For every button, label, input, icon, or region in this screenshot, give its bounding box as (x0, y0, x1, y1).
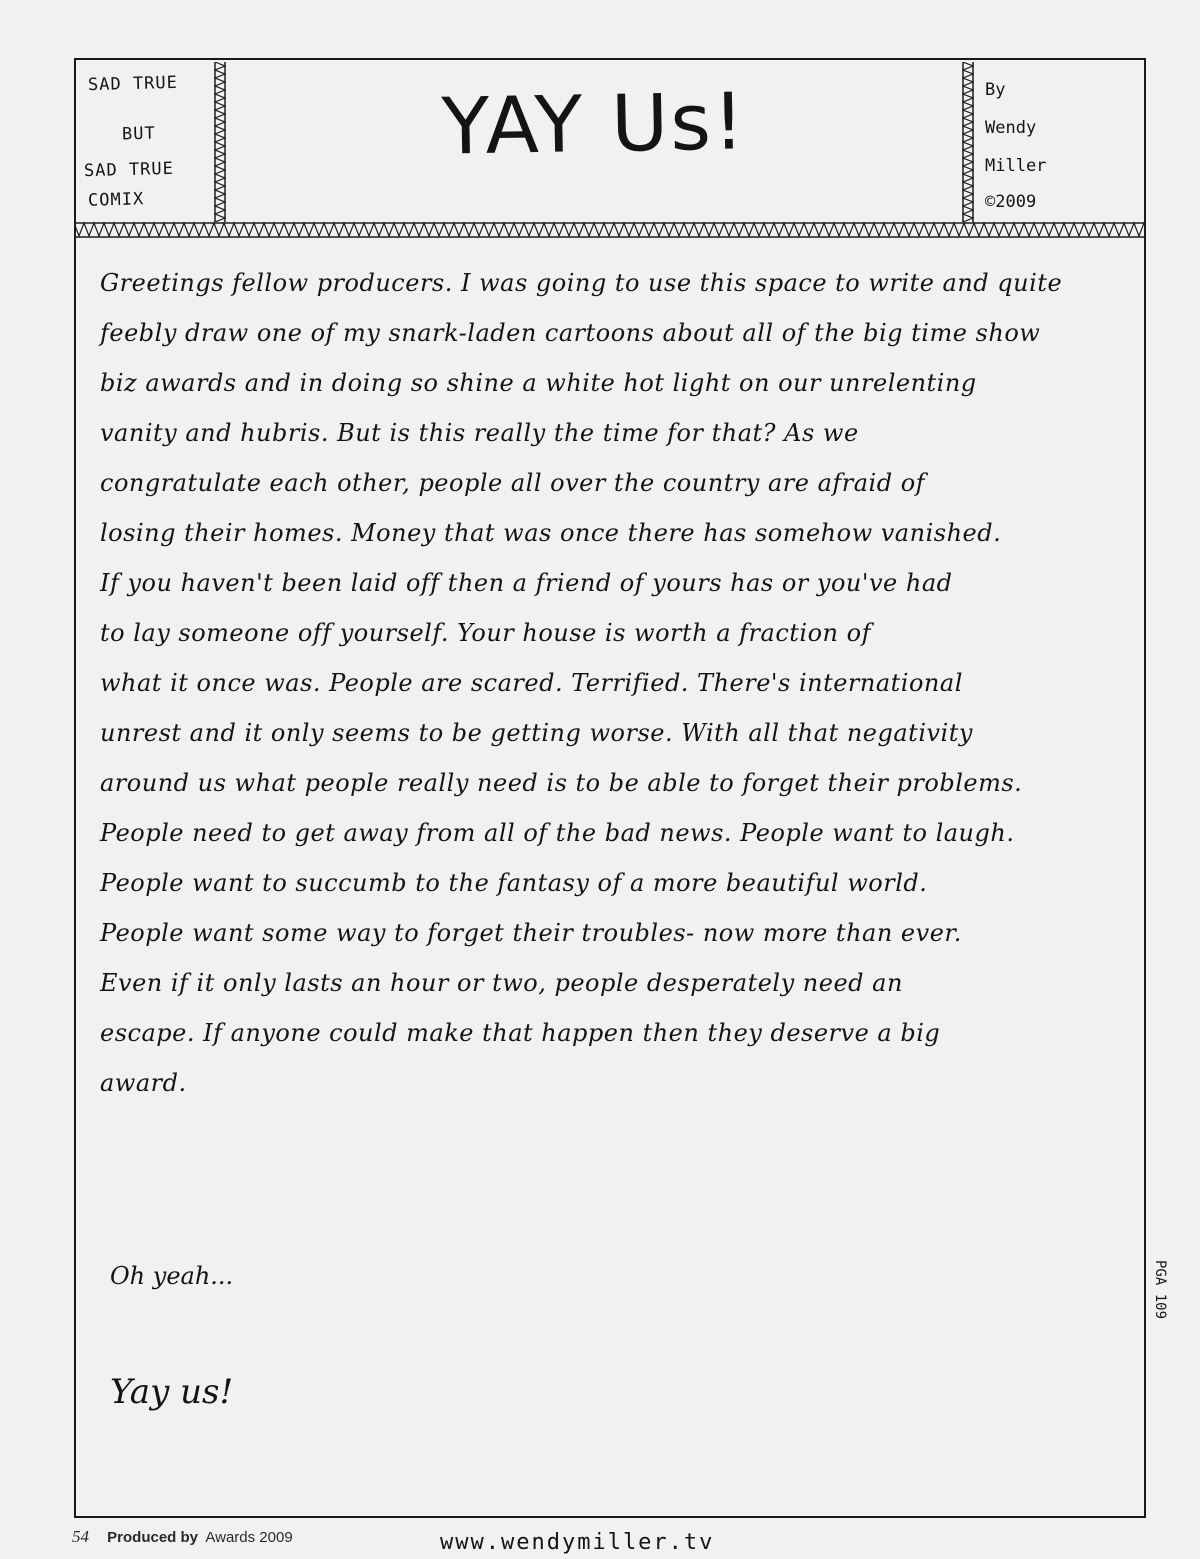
side-code (1150, 1260, 1170, 1360)
body-line: Even if it only lasts an hour or two, people desperately need an (100, 969, 903, 997)
signoff-oh-yeah: Oh yeah... (110, 1262, 234, 1290)
tag-line: SAD TRUE (83, 158, 175, 182)
tag-line: BUT (121, 123, 156, 145)
website-url[interactable]: www.wendymiller.tv (440, 1530, 715, 1555)
body-line: People want some way to forget their troubles- now more than ever. (100, 919, 962, 947)
body-line: award. (100, 1069, 187, 1097)
body-line: biz awards and in doing so shine a white hot light on our unrelenting (100, 369, 977, 397)
right-zigzag-divider (962, 62, 974, 222)
body-line: congratulate each other, people all over the country are afraid of (100, 469, 926, 497)
side-code-text: PGA 109 (1152, 1260, 1168, 1320)
body-line: If you haven't been laid off then a friend of yours has or you've had (100, 569, 953, 597)
tag-line: SAD TRUE (87, 72, 179, 96)
publication-section: Awards 2009 (205, 1529, 293, 1546)
body-line: around us what people really need is to be able to forget their problems. (100, 769, 1023, 797)
body-line: People want to succumb to the fantasy of a more beautiful world. (100, 869, 928, 897)
byline-line: Wendy (985, 118, 1037, 138)
page-title: YAY Us! (441, 77, 747, 173)
byline-line: By (985, 80, 1006, 100)
body-line: People need to get away from all of the bad news. People want to laugh. (100, 819, 1015, 847)
left-zigzag-divider (214, 62, 226, 222)
body-line: to lay someone off yourself. Your house is worth a fraction of (100, 619, 871, 647)
publication-brand: Produced by (107, 1529, 199, 1546)
body-line: escape. If anyone could make that happen then they deserve a big (100, 1019, 941, 1047)
signoff-yay-us: Yay us! (110, 1372, 234, 1412)
page-footer (72, 1527, 293, 1547)
page-number: 54 (72, 1527, 89, 1546)
comic-body-text (100, 258, 1110, 1108)
body-line: unrest and it only seems to be getting worse. With all that negativity (100, 719, 973, 747)
header-zigzag-separator (74, 221, 1146, 239)
body-line: feebly draw one of my snark-laden cartoons about all of the big time show (100, 319, 1041, 347)
byline-line: ©2009 (985, 192, 1037, 212)
body-line: what it once was. People are scared. Terrified. There's international (100, 669, 963, 697)
body-line: vanity and hubris. But is this really the time for that? As we (100, 419, 859, 447)
body-line: Greetings fellow producers. I was going to use this space to write and quite (100, 269, 1063, 297)
byline-line: Miller (985, 156, 1047, 176)
tag-line: COMIX (87, 189, 145, 211)
body-line: losing their homes. Money that was once there has somehow vanished. (100, 519, 1002, 547)
